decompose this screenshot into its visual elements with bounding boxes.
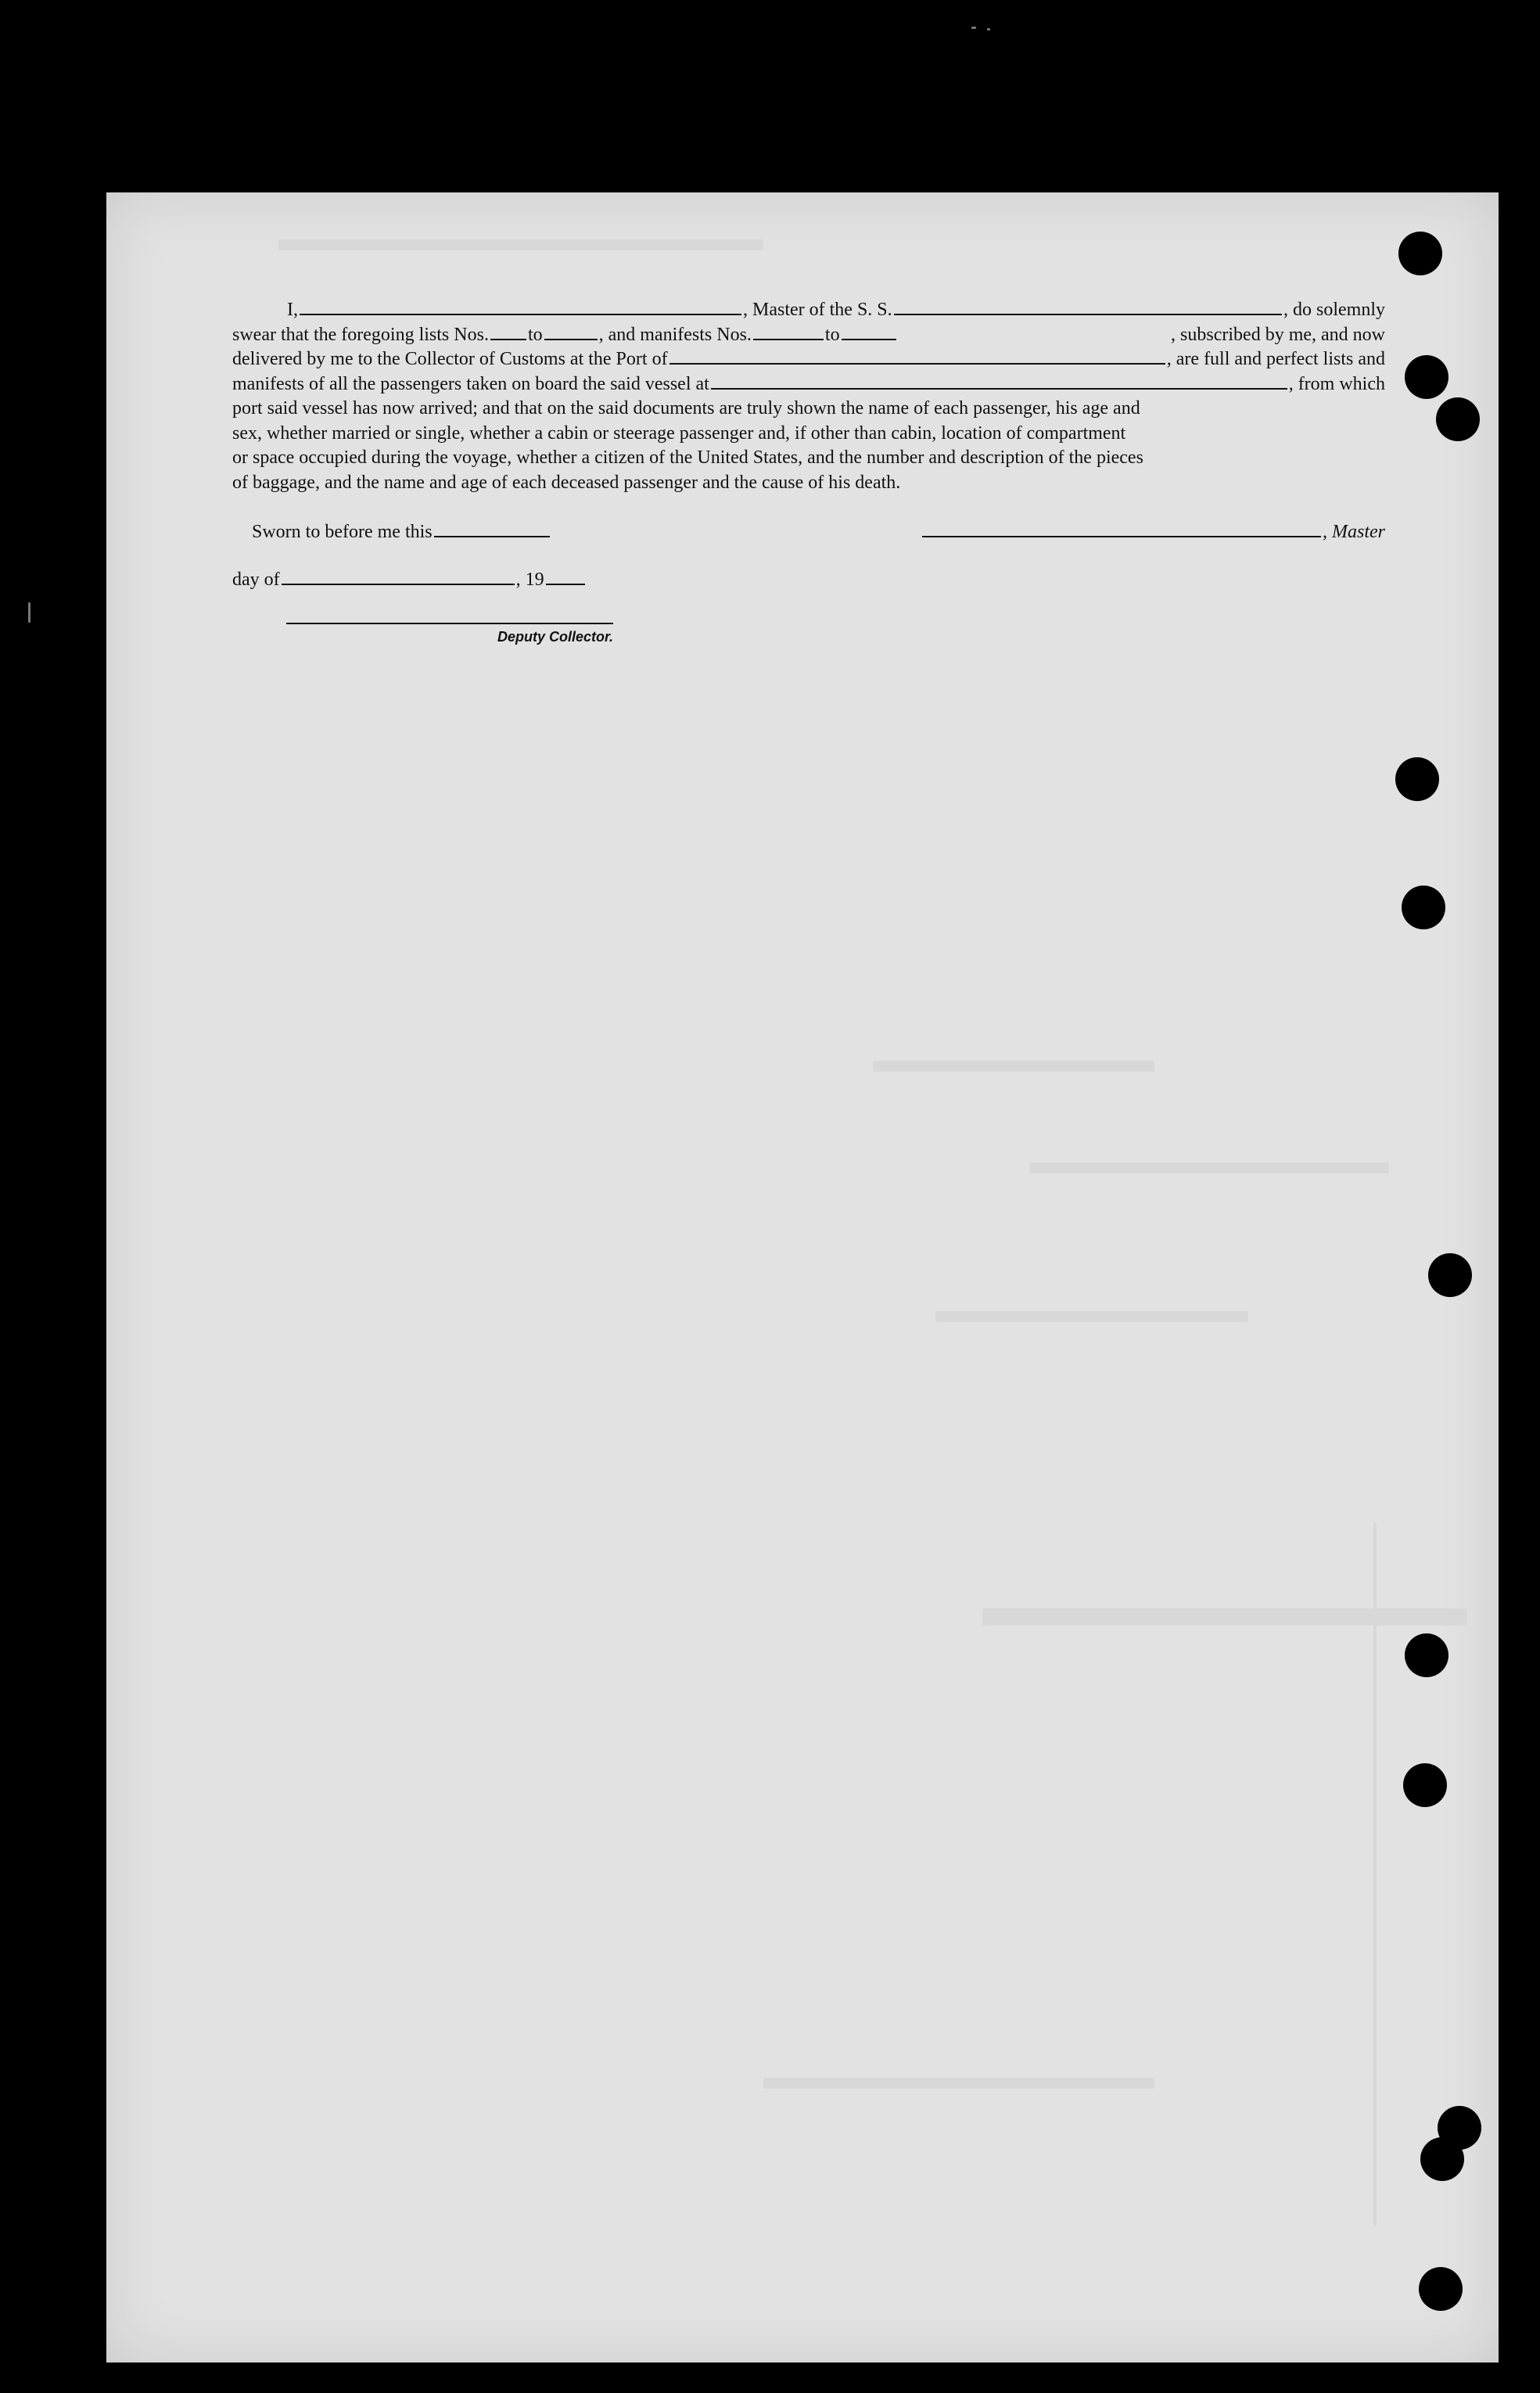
oath-text: to [824,324,840,345]
master-oath-paragraph [232,298,1385,495]
bleed-through-mark [763,2078,1154,2089]
date-row [232,570,587,591]
oath-text: , are full and perfect lists and [1166,349,1385,369]
oath-line-8 [232,471,1385,496]
sworn-day-blank[interactable] [434,522,550,537]
sworn-label: Sworn to before me this [252,522,433,542]
oath-text: port said vessel has now arrived; and that on the said documents are truly shown the name of each passenger, his age and [232,398,1140,419]
oath-text: I, [287,300,298,320]
punch-hole [1436,397,1480,441]
oath-text: to [527,324,543,345]
scan-speck [971,27,976,29]
oath-line-1 [232,298,1385,323]
punch-hole [1395,757,1439,801]
manifests-from-blank[interactable] [753,325,824,340]
oath-text: delivered by me to the Collector of Customs at the Port of [232,349,668,369]
oath-text: , Master of the S. S. [743,300,892,320]
punch-hole [1405,355,1448,399]
oath-line-3 [232,347,1385,372]
oath-text: manifests of all the passengers taken on board the said vessel at [232,373,709,394]
oath-text: sex, whether married or single, whether a cabin or steerage passenger and, if other than cabin, location of compartment [232,422,1126,444]
bleed-through-mark [1029,1162,1389,1173]
oath-line-2 [232,323,1385,348]
oath-text: of baggage, and the name and age of each deceased passenger and the cause of his death. [232,472,901,493]
manifest-back-page [106,192,1499,2362]
oath-text: or space occupied during the voyage, whether a citizen of the United States, and the number and description of the pieces [232,447,1143,468]
oath-line-7 [232,446,1385,471]
departure-port-blank[interactable] [711,374,1287,390]
lists-to-blank[interactable] [544,325,598,340]
vessel-name-blank[interactable] [894,300,1282,315]
scan-speck [28,602,31,623]
punch-hole [1398,232,1442,275]
manifests-to-blank[interactable] [842,325,896,340]
month-blank[interactable] [282,570,515,585]
bleed-through-mark [873,1061,1154,1072]
oath-text: , do solemnly [1283,300,1385,320]
punch-hole [1403,1763,1447,1807]
bleed-through-mark [935,1311,1248,1322]
oath-text: , from which [1288,373,1385,394]
punch-hole [1405,1633,1448,1677]
master-label: , Master [1323,522,1385,542]
year-label: , 19 [515,570,544,590]
year-blank[interactable] [546,570,585,585]
oath-line-6 [232,422,1385,447]
punch-hole [1419,2267,1463,2311]
bleed-through-mark [1373,1522,1377,2226]
oath-text: swear that the foregoing lists Nos. [232,324,489,345]
master-name-blank[interactable] [300,300,741,315]
port-blank[interactable] [669,349,1165,365]
punch-hole [1402,886,1445,929]
sworn-signature-row [232,522,1385,543]
day-label: day of [232,570,280,590]
punch-hole [1428,1253,1472,1297]
master-signature-blank[interactable] [922,522,1321,537]
oath-line-4 [232,372,1385,397]
bleed-through-mark [982,1608,1467,1626]
oath-line-5 [232,397,1385,422]
deputy-collector-signature[interactable]: Deputy Collector. [286,623,613,645]
bleed-through-mark [278,239,763,250]
punch-hole [1420,2137,1464,2181]
oath-text: , and manifests Nos. [598,324,752,345]
scan-speck [987,28,990,31]
oath-text: , subscribed by me, and now [1171,324,1385,345]
lists-from-blank[interactable] [490,325,526,340]
